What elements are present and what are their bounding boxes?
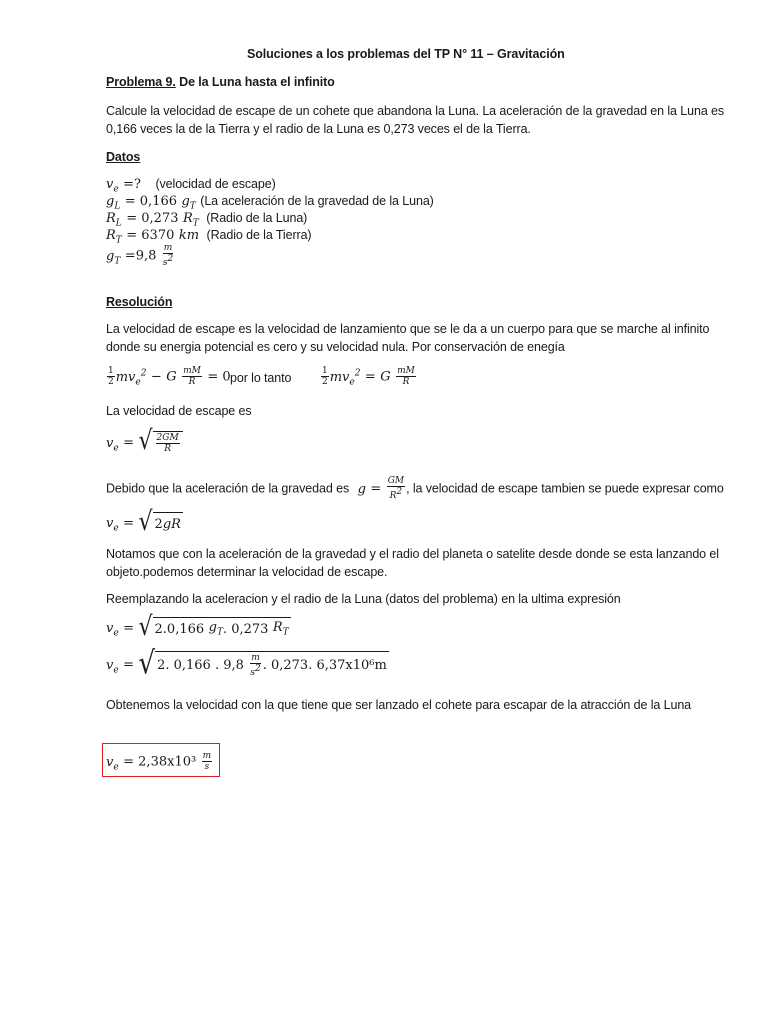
problem-statement-line-1: Calcule la velocidad de escape de un cohete que abandona la Luna. La aceleración de la gravedad en la Luna es xyxy=(106,104,725,118)
datos-item-rl: $R_L = 0,273$ $R_T$ (Radio de la Luna) xyxy=(106,211,308,229)
escape-velocity-formula: $v_e$ = √ $\frac{2GM}{R}$ xyxy=(106,431,183,454)
resolucion-paragraph-4-line-1: Notamos que con la aceleración de la gravedad y el radio del planeta o satelite desde donde se esta lanzando el xyxy=(106,547,719,561)
datos-note: (La aceleración de la gravedad de la Luna) xyxy=(200,194,434,208)
resolucion-heading: Resolución xyxy=(106,295,173,309)
eq2-part-1: 2. 0,166 . 9,8 xyxy=(157,658,244,673)
final-answer-value: = 2,38x10³ xyxy=(123,754,197,770)
datos-heading: Datos xyxy=(106,150,141,164)
por-lo-tanto-text: por lo tanto xyxy=(230,371,292,385)
substitution-equation-2: $v_e$ = √ 2. 0,166 . 9,8 $\frac{m}{s^2}$ . 0,273. 6,37x10⁶m xyxy=(106,645,387,682)
eq2-part-2: . 0,273. 6,37x10⁶m xyxy=(262,658,387,673)
problem-statement-line-2: 0,166 veces la de la Tierra y el radio de la Luna es 0,273 veces el de la Tierra. xyxy=(106,122,531,136)
resolucion-paragraph-1-line-2: donde su energia potencial es cero y su velocidad nula. Por conservación de enegía xyxy=(106,340,565,354)
datos-note: (Radio de la Luna) xyxy=(206,211,308,225)
resolucion-paragraph-6: Obtenemos la velocidad con la que tiene que ser lanzado el cohete para escapar de la atracción de la Luna xyxy=(106,698,692,712)
eq1-part-2: . 0,273 xyxy=(222,621,269,637)
resolucion-paragraph-3: Debido que la aceleración de la gravedad es g = $\frac{GM}{R^2}$ , la velocidad de escape tambien se puede expresar como xyxy=(106,476,724,501)
problem-label: Problema 9. xyxy=(106,75,176,89)
energy-equation-simplified: $\frac{1}{2}$ $mv_e^2 = G$ $\frac{mM}{R}$ xyxy=(322,366,415,388)
paragraph-3-before: Debido que la aceleración de la gravedad es xyxy=(106,481,350,496)
datos-note: (Radio de la Tierra) xyxy=(206,228,312,242)
problem-heading xyxy=(106,75,335,89)
datos-note: (velocidad de escape) xyxy=(155,177,276,191)
datos-item-gt: $g_T =9,8$ $\frac{m}{s^2}$ xyxy=(106,243,174,268)
final-answer: $v_e = 2,38x10^3$ $\frac{m}{s}$ xyxy=(106,751,212,773)
eq1-part-1: 2.0,166 xyxy=(154,621,205,637)
escape-velocity-gr-formula: $v_e$ = √ 2 gR xyxy=(106,507,181,538)
resolucion-paragraph-5: Reemplazando la aceleracion y el radio de la Luna (datos del problema) en la ultima expresión xyxy=(106,592,621,606)
substitution-equation-1: $v_e$ = √ 2.0,166 $g_T$ . 0,273 $R_T$ xyxy=(106,612,289,643)
energy-equation: $\frac{1}{2}$ $mv_e^2 - G$ $\frac{mM}{R}$ = 0 xyxy=(108,366,231,388)
paragraph-3-after: , la velocidad de escape tambien se puede expresar como xyxy=(406,481,724,496)
datos-item-ve: $v_e$ =? (velocidad de escape) xyxy=(106,177,276,195)
resolucion-paragraph-1-line-1: La velocidad de escape es la velocidad de lanzamiento que se le da a un cuerpo para que se marche al infinito xyxy=(106,322,710,336)
page-title: Soluciones a los problemas del TP N° 11 – Gravitación xyxy=(247,47,565,61)
resolucion-paragraph-2: La velocidad de escape es xyxy=(106,404,252,418)
datos-item-gl: $g_L = 0,166$ $g_T$ (La aceleración de la gravedad de la Luna) xyxy=(106,194,434,212)
datos-item-rt: $R_T = 6370$ km (Radio de la Tierra) xyxy=(106,228,312,246)
problem-name: De la Luna hasta el infinito xyxy=(179,75,335,89)
resolucion-paragraph-4-line-2: objeto.podemos determinar la velocidad de escape. xyxy=(106,565,388,579)
